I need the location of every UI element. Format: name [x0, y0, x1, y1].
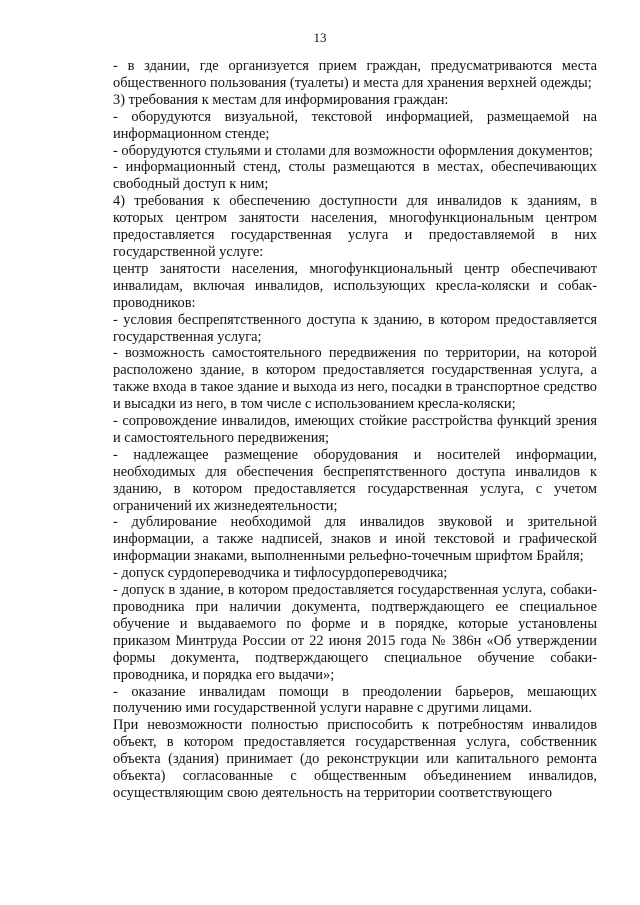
paragraph: - дублирование необходимой для инвалидов звуковой и зрительной информации, а также надписей, знаков и иной текстовой и графической информации знаками, выполненными рельефно-точечным шрифтом Брайля; — [113, 514, 597, 565]
paragraph: При невозможности полностью приспособить к потребностям инвалидов объект, в котором предоставляется государственная услуга, собственник объекта (здания) принимает (до реконструкции или капитального ремонта объекта) согласованные с общественным объединением инвалидов, осуществляющим свою деятельность на территории соответствующего — [113, 717, 597, 801]
paragraph: - возможность самостоятельного передвижения по территории, на которой расположено здание, в котором предоставляется государственная услуга, а также входа в такое здание и выхода из него, посадки в транспортное средство и высадки из него, в том числе с использованием кресла-коляски; — [113, 345, 597, 413]
paragraph: 4) требования к обеспечению доступности для инвалидов к зданиям, в которых центром занятости населения, многофункциональным центром предоставляется государственная услуга и предоставляемой в них государственной услуге: — [113, 193, 597, 260]
page-number: 13 — [313, 30, 327, 45]
paragraph: - допуск сурдопереводчика и тифлосурдопереводчика; — [113, 565, 448, 582]
paragraph: - информационный стенд, столы размещаются в местах, обеспечивающих свободный доступ к ним; — [113, 159, 597, 193]
paragraph: - условия беспрепятственного доступа к зданию, в котором предоставляется государственная услуга; — [113, 311, 597, 345]
paragraph: центр занятости населения, многофункциональный центр обеспечивают инвалидам, включая инвалидов, использующих кресла-коляски и собак-проводников: — [113, 260, 597, 311]
paragraph: 3) требования к местам для информирования граждан: — [113, 91, 449, 108]
document-body — [113, 58, 597, 802]
paragraph: - оборудуются стульями и столами для возможности оформления документов; — [113, 142, 593, 159]
paragraph: - оказание инвалидам помощи в преодолении барьеров, мешающих получению ими государственной услуги наравне с другими лицами. — [113, 683, 597, 717]
paragraph: - сопровождение инвалидов, имеющих стойкие расстройства функций зрения и самостоятельного передвижения; — [113, 413, 597, 446]
paragraph: - допуск в здание, в котором предоставляется государственная услуга, собаки-проводника при наличии документа, подтверждающего ее специальное обучение и выдаваемого по форме и в порядке, которые установлены приказом Минтруда России от 22 июня 2015 года № 386н «Об утверждении формы документа, подтверждающего специальное обучение собаки-проводника, и порядка его выдачи»; — [113, 582, 597, 683]
paragraph: - оборудуются визуальной, текстовой информацией, размещаемой на информационном стенде; — [113, 108, 597, 142]
paragraph: - надлежащее размещение оборудования и носителей информации, необходимых для обеспечения беспрепятственного доступа инвалидов к зданию, в котором предоставляется государственная услуга, с учетом ограничений их жизнедеятельности; — [113, 446, 597, 514]
paragraph: - в здании, где организуется прием граждан, предусматриваются места общественного пользования (туалеты) и места для хранения верхней одежды; — [113, 58, 597, 91]
